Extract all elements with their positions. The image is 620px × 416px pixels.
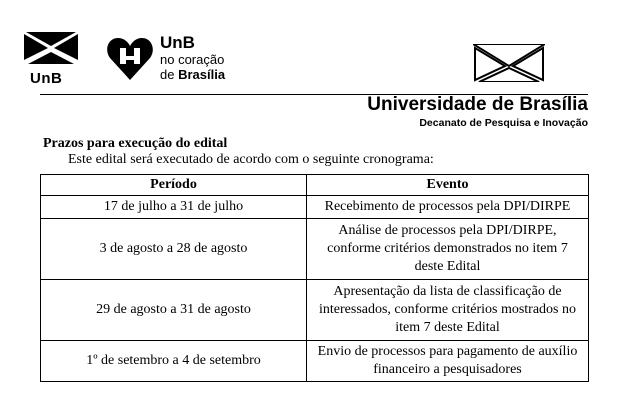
section-title: Prazos para execução do edital — [43, 136, 228, 151]
table-row — [41, 280, 589, 341]
heart-logo-line3 — [160, 67, 225, 82]
table-header-row — [41, 175, 589, 196]
heart-icon — [106, 36, 154, 82]
unb-logo — [22, 30, 82, 87]
event-line: conforme critérios demonstrados no item 7 — [327, 241, 568, 256]
event-line: Apresentação da lista de classificação de — [333, 284, 562, 299]
heart-logo-line2: no coração — [160, 52, 225, 67]
unb-heart-logo — [106, 36, 154, 87]
period-cell: 1º de setembro a 4 de setembro — [41, 341, 307, 382]
university-name: Universidade de Brasília — [367, 94, 588, 115]
period-cell: 29 de agosto a 31 de agosto — [41, 280, 307, 341]
dean-office-name: Decanato de Pesquisa e Inovação — [419, 117, 588, 129]
event-line: Recebimento de processos pela DPI/DIRPE — [324, 199, 571, 214]
table-row — [41, 219, 589, 280]
event-cell — [307, 280, 589, 341]
event-line: Envio de processos para pagamento de auxílio — [317, 344, 578, 359]
event-cell — [307, 341, 589, 382]
table-row — [41, 196, 589, 219]
unb-logo-text: UnB — [30, 70, 63, 87]
column-header-event: Evento — [307, 175, 589, 196]
heart-logo-line3-prefix: de — [160, 67, 179, 82]
heart-logo-line3-bold: Brasília — [178, 67, 226, 82]
schedule-table — [40, 174, 589, 382]
heart-logo-title: UnB — [160, 33, 195, 52]
event-line: Análise de processos pela DPI/DIRPE, — [338, 223, 557, 238]
unb-emblem-icon — [22, 30, 80, 68]
unb-symbol-icon — [473, 44, 545, 82]
period-cell: 3 de agosto a 28 de agosto — [41, 219, 307, 280]
column-header-period: Período — [41, 175, 307, 196]
event-line: financeiro a pesquisadores — [373, 362, 522, 377]
event-cell — [307, 219, 589, 280]
period-cell: 17 de julho a 31 de julho — [41, 196, 307, 219]
event-line: item 7 deste Edital — [395, 320, 500, 335]
unb-heart-logo-text — [160, 34, 225, 82]
section-intro: Este edital será executado de acordo com o seguinte cronograma: — [68, 152, 434, 167]
event-line: deste Edital — [414, 259, 481, 274]
table-row — [41, 341, 589, 382]
unb-symbol-right — [473, 44, 545, 87]
event-line: interessados, conforme critérios mostrados no — [319, 302, 576, 317]
event-cell — [307, 196, 589, 219]
